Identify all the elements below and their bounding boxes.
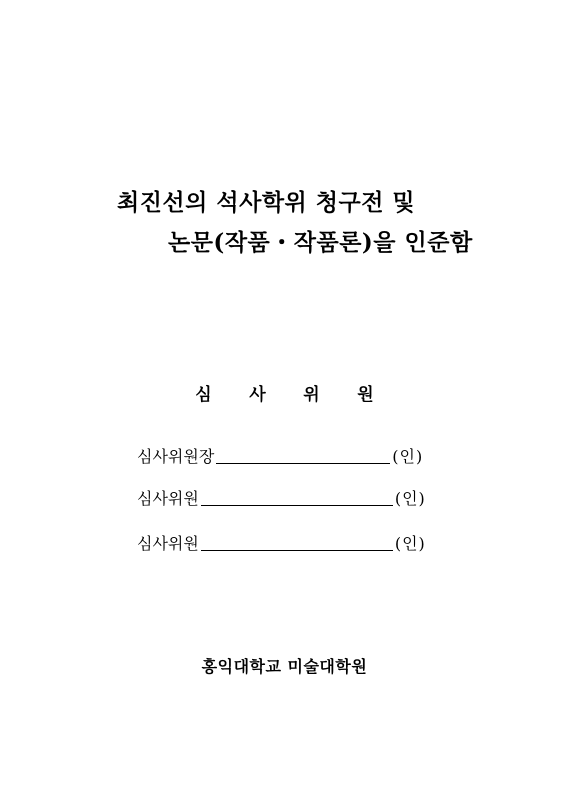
signature-role: 심사위원: [137, 534, 199, 553]
committee-heading-char: 위: [303, 385, 320, 405]
seal-mark: (인): [394, 534, 426, 553]
signature-line: [201, 489, 393, 506]
committee-heading-char: 심: [195, 385, 212, 405]
signature-line: [201, 534, 393, 551]
signature-row-chair: [137, 444, 423, 467]
institution-name: 홍익대학교 미술대학원: [201, 657, 368, 676]
seal-mark: (인): [392, 447, 424, 466]
signature-role: 심사위원장: [137, 447, 215, 466]
signature-role: 심사위원: [137, 489, 199, 508]
committee-heading: [0, 380, 569, 405]
signature-row-member-1: [137, 486, 426, 509]
committee-heading-char: 원: [357, 385, 374, 405]
signature-row-member-2: [137, 531, 426, 554]
signature-line: [216, 447, 390, 464]
seal-mark: (인): [394, 489, 426, 508]
title-line-1: 최진선의 석사학위 청구전 및: [117, 189, 416, 216]
committee-heading-char: 사: [249, 385, 266, 405]
title-line-2: 논문(작품・작품론)을 인준함: [168, 229, 473, 256]
